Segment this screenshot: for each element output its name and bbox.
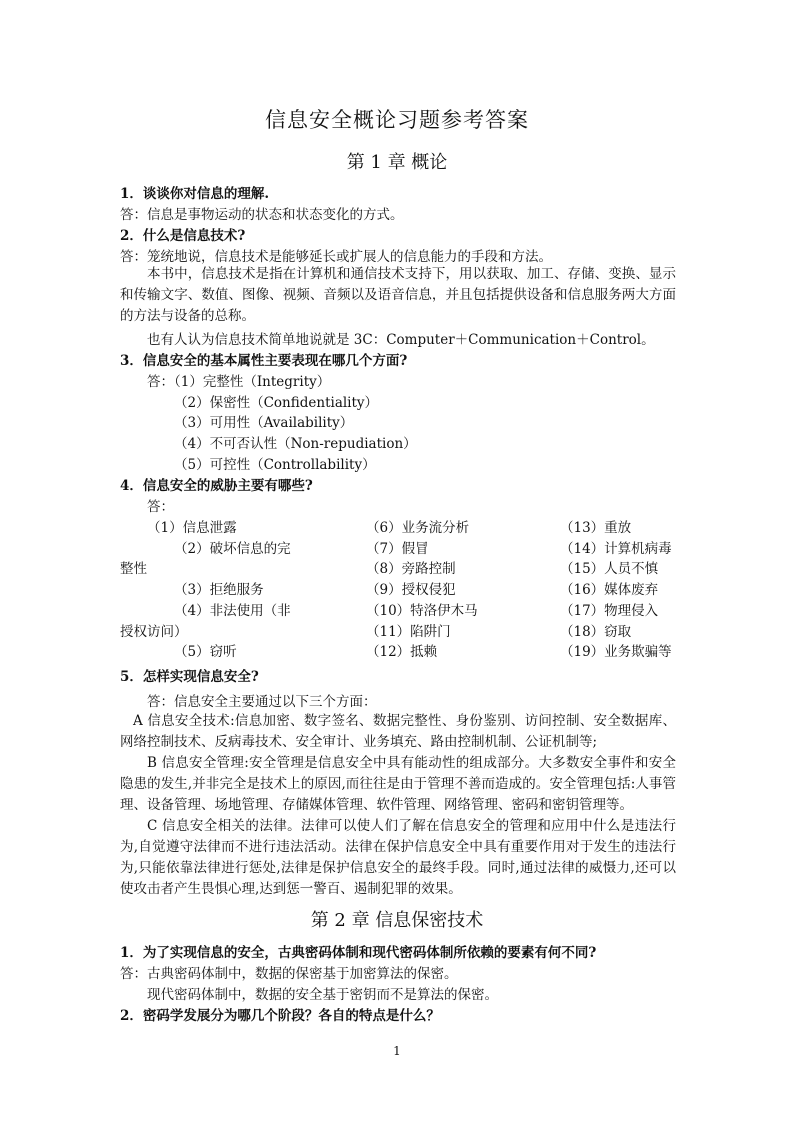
threat-list-item: （11）陷阱门 [366,624,451,640]
threat-list-item: （9）授权侵犯 [366,582,456,598]
ch2-answer-1: 答：古典密码体制中，数据的保密基于加密算法的保密。 [120,966,458,982]
ch1-answer-5-item-b: B 信息安全管理:安全管理是信息安全中具有能动性的组成部分。大多数安全事件和安全隐患的发生,并非完全是技术上的原因,而往往是由于管理不善而造成的。安全管理包括:人事管理、设备管理、场地管理、存储媒体管理、软件管理、网络管理、密码和密钥管理等。 [120,755,676,813]
threat-list-item: （2）破坏信息的完 [174,541,291,557]
ch1-question-4: 4．信息安全的威胁主要有哪些? [120,478,313,494]
ch1-answer-2-note: 也有人认为信息技术简单地说就是 3C：Computer＋Communication＋Control。 [147,332,655,348]
ch1-q3-item: 答：（1）完整性（Integrity） [147,374,331,390]
ch1-question-5: 5．怎样实现信息安全? [120,669,259,685]
threat-list-item: （15）人员不慎 [560,561,659,577]
threat-list-item: （7）假冒 [366,541,429,557]
threat-list-item: （6）业务流分析 [366,520,470,536]
threat-list-item: （5）窃听 [174,644,237,660]
threat-list-item: （3）拒绝服务 [174,582,264,598]
ch1-question-2: 2．什么是信息技术? [120,228,246,244]
ch1-answer-2-paragraph: 本书中，信息技术是指在计算机和通信技术支持下，用以获取、加工、存储、变换、显示和传输文字、数值、图像、视频、音频以及语音信息，并且包括提供设备和信息服务两大方面的方法与设备的总称。 [120,266,676,324]
threat-list-item: （10）特洛伊木马 [366,603,478,619]
ch2-answer-1-line-2: 现代密码体制中，数据的安全基于密钥而不是算法的保密。 [147,987,498,1003]
ch1-answer-5: 答：信息安全主要通过以下三个方面： [147,694,377,710]
ch1-q3-item: （5）可控性（Controllability） [174,457,376,473]
threat-list-item: （4）非法使用（非 [174,603,291,619]
chapter-2-heading: 第 2 章 信息保密技术 [310,910,484,931]
threat-list-item: （17）物理侵入 [560,603,659,619]
ch1-answer-5-item-c: C 信息安全相关的法律。法律可以使人们了解在信息安全的管理和应用中什么是违法行为,自觉遵守法律而不进行违法活动。法律在保护信息安全中具有重要作用对于发生的违法行为,只能依靠法律进行惩处,法律是保护信息安全的最终手段。同时,通过法律的威慑力,还可以使攻击者产生畏惧心理,达到惩一警百、遏制犯罪的效果。 [120,818,676,897]
threat-list-item: （13）重放 [560,520,632,536]
ch1-q3-item: （4）不可否认性（Non-repudiation） [174,436,417,452]
threat-list-item: （12）抵赖 [366,644,438,660]
threat-list-item: （19）业务欺骗等 [560,644,672,660]
chapter-1-heading: 第 1 章 概论 [346,152,448,173]
threat-list-item: （18）窃取 [560,624,632,640]
ch1-question-1: 1．谈谈你对信息的理解. [120,186,270,202]
threat-list-item: （1）信息泄露 [147,520,237,536]
page-number: 1 [393,1044,401,1058]
threat-list-item: （14）计算机病毒 [560,541,672,557]
threat-list-item: 授权访问） [120,624,188,640]
ch1-answer-4: 答： [147,499,174,515]
threat-list-item: （8）旁路控制 [366,561,456,577]
threat-list-item: （16）媒体废弃 [560,582,659,598]
ch1-q3-item: （3）可用性（Availability） [174,415,354,431]
ch1-answer-2: 答：笼统地说，信息技术是能够延长或扩展人的信息能力的手段和方法。 [120,249,552,265]
ch1-question-3: 3．信息安全的基本属性主要表现在哪几个方面? [120,353,408,369]
ch1-answer-5-item-a: A 信息安全技术:信息加密、数字签名、数据完整性、身份鉴别、访问控制、安全数据库、网络控制技术、反病毒技术、安全审计、业务填充、路由控制机制、公证机制等; [120,713,676,750]
ch1-q3-item: （2）保密性（Confidentiality） [174,395,379,411]
threat-list-item: 整性 [120,561,147,577]
ch2-question-1: 1．为了实现信息的安全，古典密码体制和现代密码体制所依赖的要素有何不同? [120,945,597,961]
ch1-answer-1: 答：信息是事物运动的状态和状态变化的方式。 [120,207,404,223]
document-title: 信息安全概论习题参考答案 [265,108,529,132]
ch2-question-2: 2．密码学发展分为哪几个阶段？各自的特点是什么？ [120,1008,440,1024]
